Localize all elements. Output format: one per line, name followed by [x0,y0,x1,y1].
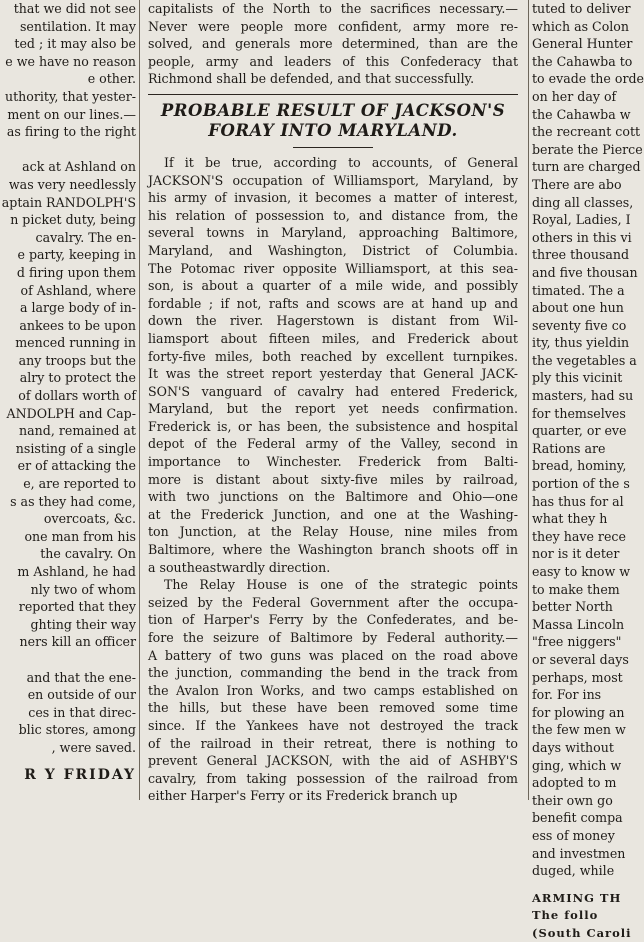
column-text-line: for. For ins [532,687,602,703]
column-text-line: ment on our lines.— [7,106,136,122]
column-text-line: has thus for al [532,493,624,509]
article-text-line: seized by the Federal Government after the occupa- [148,594,518,610]
article-text-line: SON'S vanguard of cavalry had entered Frederick, [148,383,518,399]
headline-rule [293,147,373,148]
article-text-line: It was the street report yesterday that General JACK- [148,366,518,382]
article-text-line: forty-five miles, both reached by excellent turnpikes. [148,348,518,364]
article-text-line: down the river. Hagerstown is distant from Wil- [148,313,518,329]
column-text-line: ghting their way [30,616,136,632]
column-text-line: was very needlessly [8,176,136,192]
column-rule-right [528,0,529,800]
article-text-line: the hills, but these have been removed some time [148,700,518,716]
article-text-line: fore the seizure of Baltimore by Federal authority.— [148,630,518,645]
column-text-line: which as Colon [532,18,629,34]
column-text-line: others in this vi [532,229,632,245]
column-text-line: ack at Ashland on [22,159,136,175]
column-text-line: or several days [532,651,629,667]
article-text-line: cavalry, from taking possession of the railroad from [148,770,518,786]
column-text-line: nand, remained at [19,423,136,439]
column-text-line: that we did not see [13,1,136,16]
column-text-line: e other. [87,71,136,87]
column-text-line: en outside of our [27,687,136,703]
column-text-line: sentilation. It may [19,18,136,34]
article-text-line: Baltimore, where the Washington branch shoots off in [148,542,518,558]
column-text-line [0,141,136,159]
column-text-line: berate the Pierce [532,141,643,157]
section-rule [148,94,518,95]
article-text-line: depot of the Federal army of the Valley, second in [148,436,518,452]
column-text-line: d firing upon them [16,264,136,280]
column-text-line: ging, which w [532,757,622,773]
left-footer-heading: R Y FRIDAY [24,766,136,783]
column-text-line: ces in that direc- [28,704,136,720]
middle-column [144,0,522,804]
column-text-line: of Ashland, where [20,282,136,298]
right-footer-line: ARMING TH [532,890,622,905]
column-text-line: about one hun [532,300,624,316]
article-text-line: at the Frederick Junction, and one at the Washing- [148,506,518,522]
article-text-line: the junction, commanding the bend in the track from [148,665,518,681]
article-text-line: people, army and leaders of this Confederacy that [148,53,518,69]
column-rule-left [139,0,140,800]
article-headline [144,101,522,141]
column-text-line: cavalry. The en- [35,229,136,245]
column-text-line: for themselves [532,405,626,421]
intro-paragraph [148,0,518,88]
column-text-line: Royal, Ladies, I [532,212,631,228]
column-text-line: one man from his [24,528,136,544]
column-text-line: and investmen [532,845,626,861]
article-text-line: Frederick is, or has been, the subsistence and hospital [148,418,518,434]
article-text-line: ton Junction, at the Relay House, nine miles from [148,524,518,540]
column-text-line: to evade the orde [532,71,644,87]
column-text-line: General Hunter [532,36,633,52]
column-text-line: bread, hominy, [532,458,627,474]
article-paragraph-2 [148,576,518,805]
column-text-line: masters, had su [532,388,634,404]
article-text-line: Never were people more confident, army more re- [148,18,518,34]
column-text-line: alry to protect the [19,370,136,386]
column-text-line: menced running in [15,335,136,351]
column-text-line: quarter, or eve [532,423,627,439]
column-text-line: e party, keeping in [17,247,136,263]
column-text-line: nsisting of a single [15,440,136,456]
column-text-line: ply this vicinit [532,370,623,386]
column-text-line: reported that they [18,599,136,615]
column-text-line: as firing to the right [6,124,136,140]
column-text-line: the Cahawba to [532,53,633,69]
column-text-line: aptain RANDOLPH'S [1,194,136,210]
column-text-line: the vegetables a [532,352,637,368]
article-text-line: Maryland, but the report yet needs confirmation. [148,401,518,417]
article-text-line: A battery of two guns was placed on the road above [148,647,518,663]
column-text-line: on her day of [532,88,617,104]
article-text-line: the Avalon Iron Works, and two camps established on [148,682,518,698]
article-text-line: son, is about a quarter of a mile wide, and possibly [148,278,518,294]
column-text-line: timated. The a [532,282,625,298]
article-text-line: his relation of possession to, and distance from, the [148,207,518,223]
column-text-line: their own go [532,792,613,808]
column-text-line: nly two of whom [30,581,136,597]
article-text-line: tion of Harper's Ferry by the Confederates, and be- [148,612,518,628]
article-text-line: The Relay House is one of the strategic points [164,577,518,593]
column-text-line: s as they had come, [10,493,136,509]
column-text-line: e we have no reason [5,53,136,69]
column-text-line: seventy five co [532,317,627,333]
column-text-line: m Ashland, he had [17,564,136,579]
column-text-line: to make them [532,581,620,597]
column-text-line: duged, while [532,863,615,879]
column-text-line: nor is it deter [532,546,620,562]
article-text-line: prevent General JACKSON, with the aid of ASHBY'S [148,753,518,769]
right-footer-line: The follo [532,908,599,923]
column-text-line: any troops but the [18,352,136,368]
article-paragraph-1 [148,154,518,576]
column-text-line: Massa Lincoln [532,616,625,632]
column-text-line: easy to know w [532,564,631,579]
column-text-line: n picket duty, being [10,212,136,228]
article-text-line: solved, and generals more determined, than are the [148,36,518,52]
column-text-line: the Cahawba w [532,106,631,122]
column-text-line: There are abo [532,176,622,192]
column-text-line: blic stores, among [18,722,136,738]
column-text-line: ankees to be upon [19,317,136,333]
right-footer-line: (South Caroli [532,925,632,940]
column-text-line: tuted to deliver [532,1,631,16]
article-text-line: If it be true, according to accounts, of General [164,154,518,170]
column-text-line: "free niggers" [532,634,622,650]
column-text-line: of dollars worth of [18,388,136,404]
column-text-line: a large body of in- [19,300,136,316]
column-text-line: portion of the s [532,476,630,492]
column-text-line: ity, thus yieldin [532,335,630,351]
article-text-line: his army of invasion, it becomes a matter of interest, [148,190,518,206]
column-text-line: , were saved. [51,739,136,755]
column-text-line: adopted to m [532,775,617,791]
column-text-line: ted ; it may also be [14,36,136,52]
left-column [0,0,136,800]
column-text-line: ners kill an officer [19,634,136,650]
column-text-line: three thousand [532,247,630,263]
headline-line: PROBABLE RESULT OF JACKSON'S [160,100,506,120]
column-text-line: ess of money [532,827,615,843]
article-text-line: liamsport about fifteen miles, and Frederick about [148,330,518,346]
article-text-line: The Potomac river opposite Williamsport, at this sea- [148,260,518,276]
column-text-line: the few men w [532,722,626,738]
article-text-line: JACKSON'S occupation of Williamsport, Maryland, by [148,172,518,188]
article-text-line: Richmond shall be defended, and that successfully. [148,71,475,87]
article-text-line: more is distant about sixty-five miles by railroad, [148,471,518,487]
column-text-line [0,651,136,669]
article-text-line: capitalists of the North to the sacrifices necessary.— [148,1,518,16]
column-text-line: turn are charged [532,159,641,175]
column-text-line: and that the ene- [26,669,136,685]
column-text-line: uthority, that yester- [5,88,136,104]
column-text-line: ding all classes, [532,194,634,210]
article-text-line: Maryland, and Washington, District of Columbia. [148,242,518,258]
article-text-line: fordable ; if not, rafts and scows are at hand up and [148,295,518,311]
column-text-line: Rations are [532,440,606,456]
column-text-line: overcoats, &c. [43,511,136,527]
column-text-line: the cavalry. On [40,546,136,562]
column-text-line: they have rece [532,528,626,544]
column-text-line: ANDOLPH and Cap- [6,405,136,421]
column-text-line: benefit compa [532,810,623,826]
column-text-line: better North [532,599,613,615]
column-text-line: and five thousan [532,264,638,280]
column-text-line: what they h [532,511,608,527]
article-text-line: a southeastwardly direction. [148,559,331,575]
article-text-line: either Harper's Ferry or its Frederick branch up [148,788,458,804]
column-text-line: e, are reported to [23,476,136,492]
column-text-line: perhaps, most [532,669,623,685]
right-column [532,0,644,940]
column-text-line: for plowing an [532,704,625,720]
article-text-line: several towns in Maryland, approaching Baltimore, [148,225,518,241]
article-text-line: since. If the Yankees have not destroyed the track [148,717,518,733]
article-text-line: with two junctions on the Baltimore and Ohio—one [148,489,518,505]
headline-line: FORAY INTO MARYLAND. [208,120,458,140]
column-text-line: days without [532,739,614,755]
article-text-line: of the railroad in their retreat, there is nothing to [148,735,518,751]
column-text-line: er of attacking the [17,458,136,474]
column-text-line: the recreant cott [532,124,641,140]
article-text-line: importance to Winchester. Frederick from Balti- [148,454,518,470]
